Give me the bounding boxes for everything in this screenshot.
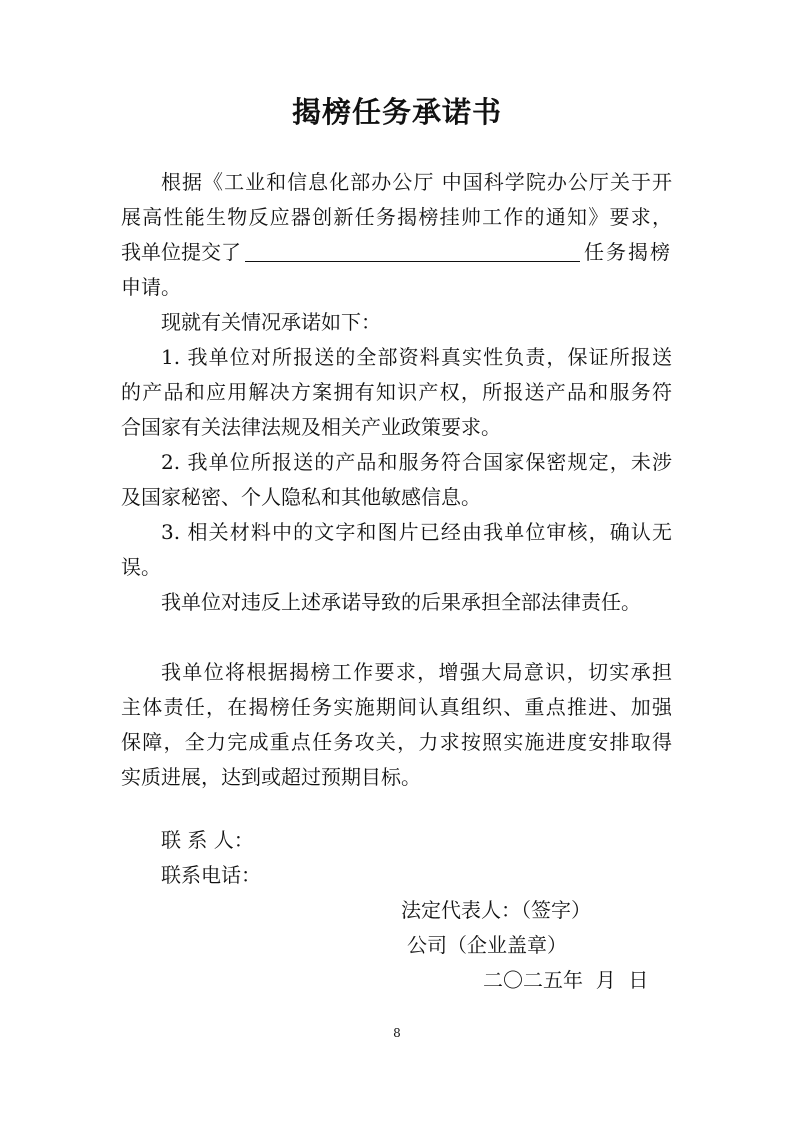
item-2-line-1: 2. 我单位所报送的产品和服务符合国家保密规定，未涉 [161, 450, 672, 474]
intro-line-3-suffix: 任务揭榜 [584, 240, 672, 264]
contact-person-label: 联 系 人： [161, 828, 254, 852]
item-3-line-1: 3. 相关材料中的文字和图片已经由我单位审核，确认无 [161, 520, 672, 544]
item-2-line-2: 及国家秘密、个人隐私和其他敏感信息。 [121, 485, 481, 509]
commit-intro: 现就有关情况承诺如下： [161, 310, 381, 334]
liability-statement: 我单位对违反上述承诺导致的后果承担全部法律责任。 [161, 590, 641, 614]
pledge-line-4: 实质进展，达到或超过预期目标。 [121, 765, 421, 789]
intro-line-4: 申请。 [121, 275, 181, 299]
intro-line-3 [121, 238, 672, 266]
item-3-line-2: 误。 [121, 555, 161, 579]
pledge-line-3: 保障，全力完成重点任务攻关，力求按照实施进度安排取得 [121, 730, 672, 754]
legal-representative-signature: 法定代表人：（签字） [401, 898, 591, 922]
task-name-blank[interactable] [245, 239, 580, 262]
item-1-line-1: 1. 我单位对所报送的全部资料真实性负责，保证所报送 [161, 345, 672, 369]
intro-line-2: 展高性能生物反应器创新任务揭榜挂帅工作的通知》要求， [121, 205, 672, 229]
contact-phone-label: 联系电话： [161, 863, 261, 887]
company-seal: 公司（企业盖章） [407, 933, 567, 957]
item-1-line-2: 的产品和应用解决方案拥有知识产权，所报送产品和服务符 [121, 380, 672, 404]
page-title: 揭榜任务承诺书 [291, 95, 502, 129]
page-number: 8 [393, 1026, 401, 1040]
pledge-line-1: 我单位将根据揭榜工作要求，增强大局意识，切实承担 [161, 660, 672, 684]
intro-line-1: 根据《工业和信息化部办公厅 中国科学院办公厅关于开 [161, 170, 672, 194]
pledge-line-2: 主体责任，在揭榜任务实施期间认真组织、重点推进、加强 [121, 695, 672, 719]
item-1-line-3: 合国家有关法律法规及相关产业政策要求。 [121, 415, 501, 439]
intro-line-3-prefix: 我单位提交了 [121, 240, 241, 264]
signature-date: 二〇二五年 月 日 [483, 968, 649, 992]
